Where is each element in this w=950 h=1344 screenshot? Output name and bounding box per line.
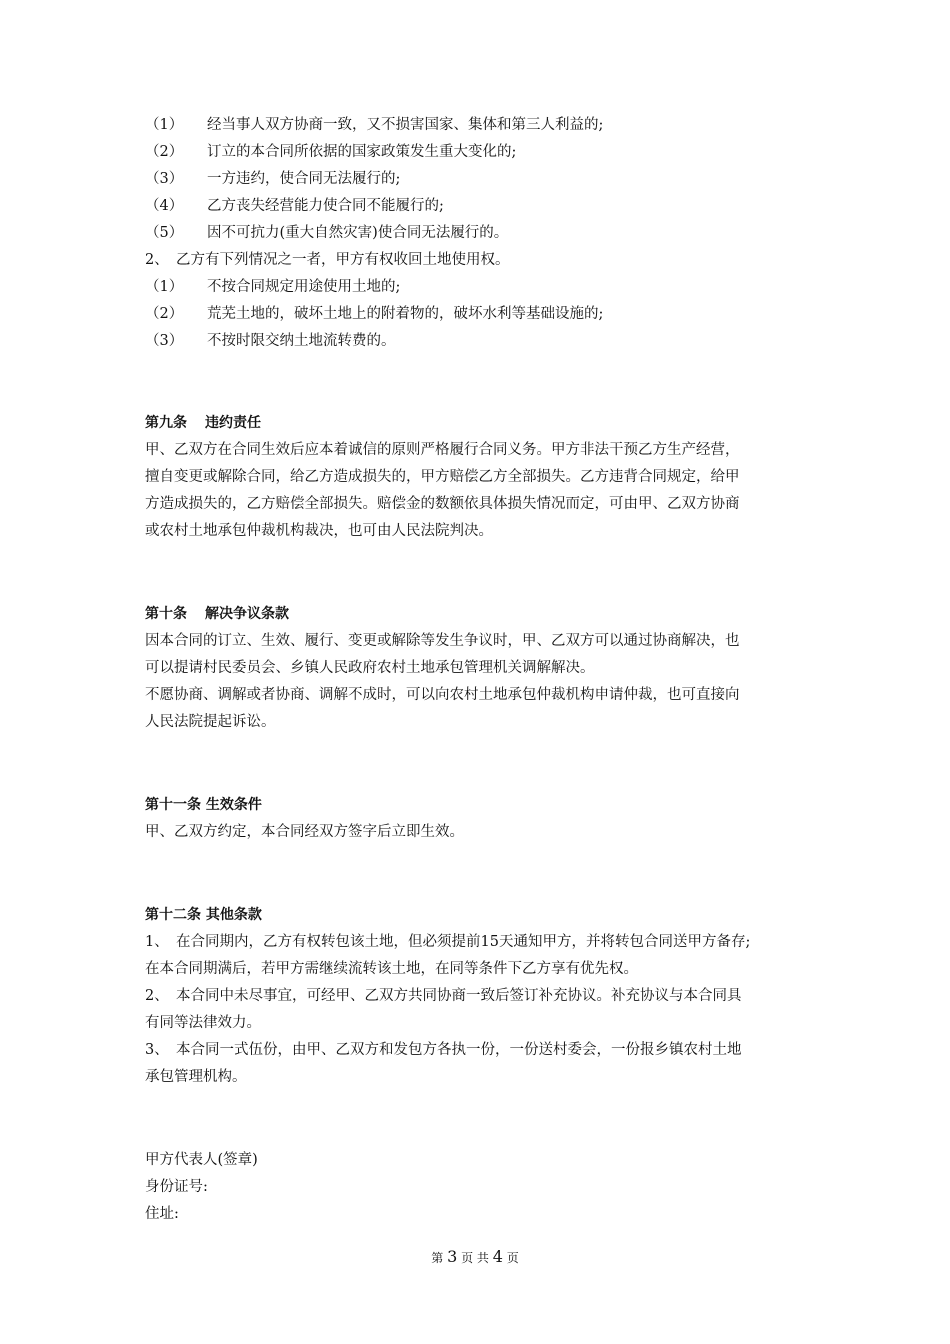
list-text: 不按合同规定用途使用土地的;	[207, 279, 401, 295]
numbered-paragraph	[145, 250, 510, 270]
article-heading	[145, 604, 289, 624]
list-text: 因不可抗力(重大自然灾害)使合同无法履行的。	[207, 225, 509, 241]
list-item	[145, 142, 516, 162]
list-item	[145, 169, 400, 189]
list-number: （5）	[145, 225, 184, 241]
list-text: 订立的本合同所依据的国家政策发生重大变化的;	[207, 144, 517, 160]
list-number: （4）	[145, 198, 184, 214]
paragraph-number: 1、	[145, 934, 169, 950]
numbered-paragraph	[145, 1040, 742, 1060]
list-item	[145, 115, 603, 135]
paragraph-line: 方造成损失的，乙方赔偿全部损失。赔偿金的数额依具体损失情况而定，可由甲、乙双方协商	[145, 496, 740, 512]
article-number: 第十条	[145, 606, 187, 622]
list-item	[145, 331, 396, 351]
address-label: 住址:	[145, 1206, 179, 1222]
list-item	[145, 277, 400, 297]
paragraph-line: 擅自变更或解除合同，给乙方造成损失的，甲方赔偿乙方全部损失。乙方违背合同规定，给甲	[145, 469, 740, 485]
paragraph-line: 甲、乙双方约定，本合同经双方签字后立即生效。	[145, 824, 464, 840]
paragraph-text: 本合同中未尽事宜，可经甲、乙双方共同协商一致后签订补充协议。补充协议与本合同具	[176, 988, 742, 1004]
article-heading: 第十二条 其他条款	[145, 907, 262, 923]
current-page-number: 3	[447, 1247, 458, 1266]
paragraph-text: 乙方有下列情况之一者，甲方有权收回土地使用权。	[176, 252, 510, 268]
paragraph-line: 因本合同的订立、生效、履行、变更或解除等发生争议时，甲、乙双方可以通过协商解决，也	[145, 633, 740, 649]
list-item	[145, 223, 508, 243]
paragraph-line: 可以提请村民委员会、乡镇人民政府农村土地承包管理机关调解解决。	[145, 660, 595, 676]
footer-suffix: 页	[506, 1251, 519, 1265]
list-text: 乙方丧失经营能力使合同不能履行的;	[207, 198, 444, 214]
numbered-paragraph	[145, 932, 750, 952]
list-text: 不按时限交纳土地流转费的。	[207, 333, 396, 349]
article-number: 第九条	[145, 415, 187, 431]
article-heading: 第十一条 生效条件	[145, 797, 262, 813]
footer-middle: 页 共	[461, 1251, 489, 1265]
footer-prefix: 第	[431, 1251, 444, 1265]
paragraph-number: 2、	[145, 988, 169, 1004]
paragraph-line: 人民法院提起诉讼。	[145, 714, 276, 730]
list-number: （3）	[145, 333, 184, 349]
list-number: （3）	[145, 171, 184, 187]
list-number: （1）	[145, 279, 184, 295]
list-number: （1）	[145, 117, 184, 133]
list-text: 一方违约，使合同无法履行的;	[207, 171, 401, 187]
list-number: （2）	[145, 306, 184, 322]
paragraph-line: 甲、乙双方在合同生效后应本着诚信的原则严格履行合同义务。甲方非法干预乙方生产经营，	[145, 442, 740, 458]
article-title: 违约责任	[205, 415, 261, 431]
list-text: 经当事人双方协商一致，又不损害国家、集体和第三人利益的;	[207, 117, 604, 133]
list-number: （2）	[145, 144, 184, 160]
paragraph-line: 在本合同期满后，若甲方需继续流转该土地，在同等条件下乙方享有优先权。	[145, 961, 638, 977]
paragraph-number: 2、	[145, 252, 169, 268]
paragraph-line: 或农村土地承包仲裁机构裁决，也可由人民法院判决。	[145, 523, 493, 539]
list-text: 荒芜土地的，破坏土地上的附着物的，破坏水利等基础设施的;	[207, 306, 604, 322]
paragraph-text: 在合同期内，乙方有权转包该土地，但必须提前15天通知甲方，并将转包合同送甲方备存;	[176, 934, 751, 950]
signature-rep-label: 甲方代表人(签章)	[145, 1152, 258, 1168]
article-heading	[145, 413, 261, 433]
paragraph-number: 3、	[145, 1042, 169, 1058]
list-item	[145, 196, 444, 216]
paragraph-text: 本合同一式伍份，由甲、乙双方和发包方各执一份，一份送村委会，一份报乡镇农村土地	[176, 1042, 742, 1058]
paragraph-line: 有同等法律效力。	[145, 1015, 261, 1031]
paragraph-line: 承包管理机构。	[145, 1069, 247, 1085]
numbered-paragraph	[145, 986, 742, 1006]
id-number-label: 身份证号:	[145, 1179, 208, 1195]
page-footer	[0, 1247, 950, 1268]
list-item	[145, 304, 603, 324]
total-pages-number: 4	[492, 1247, 503, 1266]
paragraph-line: 不愿协商、调解或者协商、调解不成时，可以向农村土地承包仲裁机构申请仲裁，也可直接向	[145, 687, 740, 703]
article-title: 解决争议条款	[205, 606, 289, 622]
